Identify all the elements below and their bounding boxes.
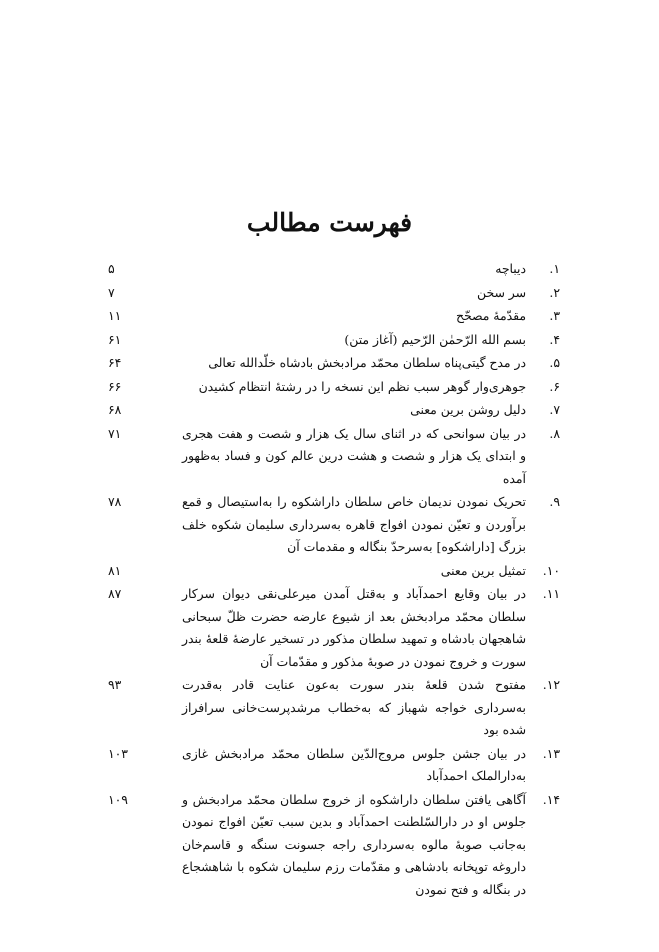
toc-entry-title: دلیل روشن برین معنی	[410, 402, 526, 417]
toc-entry-title: مقدّمهٔ مصحّح	[455, 308, 526, 323]
toc-entry	[108, 376, 560, 399]
toc-entry	[108, 399, 560, 422]
toc-entry-page: ۵	[108, 261, 115, 276]
toc-entry-title: در مدح گیتی‌پناه سلطان محمّد مرادبخش بادشاه خلّدالله تعالی	[208, 355, 526, 370]
toc-entry-page: ۶۱	[108, 331, 122, 347]
toc-entry-number: ۷.	[549, 402, 560, 417]
toc-entry-title: بسم الله الرّحمٰن الرّحیم (آغاز متن)	[344, 331, 526, 347]
toc-entry	[108, 423, 560, 491]
toc-entry-page: ۹۳	[108, 677, 122, 692]
page-title: فهرست مطالب	[246, 208, 413, 237]
toc-entry	[108, 583, 560, 673]
toc-entry-title: در بیان سوانحی که در اثنای سال یک هزار و شصت و هفت هجری و ابتدای یک هزار و شصت و هشت درین عالم کون و فساد به‌ظهور آمده	[182, 425, 526, 486]
toc-entry-title: تمثیل برین معنی	[440, 562, 526, 578]
toc-entry-page: ۷۱	[108, 425, 122, 441]
toc-entry-page: ۶۴	[108, 355, 122, 370]
toc-entry-page: ۸۱	[108, 562, 122, 578]
toc-entry-title: سر سخن	[477, 284, 526, 300]
toc-entry	[108, 305, 560, 328]
toc-entry-title: در بیان وقایع احمدآباد و به‌قتل آمدن میرعلی‌نقی دیوان سرکار سلطان محمّد مرادبخش بعد از شیوع عارضه حضرت ظلّ سبحانی شاهجهان بادشاه و تمهید سلطان مذکور در تسخیر عارضهٔ قلعهٔ بندر سورت و خروج نمودن در صوبهٔ مذکور و مقدّمات آن	[182, 586, 526, 669]
toc-entry-title: جوهری‌وار گوهر سبب نظم این نسخه را در رشتهٔ انتظام کشیدن	[198, 378, 526, 394]
toc-entry-title: مفتوح شدن قلعهٔ بندر سورت به‌عون عنایت قادر به‌قدرت به‌سرداری خواجه شهباز که به‌خطاب مرشدپرست‌خانی سرافراز شده بود	[182, 677, 526, 737]
toc-entry	[108, 560, 560, 583]
toc-entry-number: ۳.	[549, 308, 560, 323]
table-of-contents	[108, 258, 560, 902]
toc-entry-page: ۸۷	[108, 586, 122, 601]
toc-entry-number: ۱۰.	[542, 562, 560, 578]
toc-entry	[108, 329, 560, 352]
toc-entry-number: ۶.	[549, 378, 560, 394]
toc-entry-number: ۱۴.	[542, 791, 560, 807]
toc-entry	[108, 282, 560, 305]
toc-entry-page: ۱۰۹	[108, 791, 128, 807]
toc-entry-number: ۵.	[549, 355, 560, 370]
toc-entry	[108, 743, 560, 788]
toc-entry	[108, 674, 560, 742]
toc-entry-number: ۹.	[549, 494, 560, 509]
toc-entry-title: دیباچه	[495, 261, 526, 276]
toc-entry-number: ۴.	[549, 331, 560, 347]
toc-entry-number: ۱۲.	[542, 677, 560, 692]
toc-entry	[108, 789, 560, 902]
toc-entry-page: ۷۸	[108, 494, 122, 509]
toc-entry-title: تحریک نمودن ندیمان خاص سلطان داراشکوه را به‌استیصال و قمع برآوردن و تعیّن نمودن افواج قاهره به‌سرداری سلیمان شکوه خلف بزرگ [داراشکوه] به‌سرحدّ بنگاله و مقدمات آن	[182, 494, 526, 554]
toc-entry-page: ۱۱	[108, 308, 122, 323]
toc-entry-number: ۸.	[549, 425, 560, 441]
toc-entry-number: ۲.	[549, 284, 560, 300]
toc-entry-number: ۱۳.	[542, 745, 560, 761]
toc-entry-title: در بیان جشن جلوس مروج‌الدّین سلطان محمّد مرادبخش غازی به‌دارالملک احمدآباد	[182, 745, 526, 783]
toc-entry-page: ۶۸	[108, 402, 122, 417]
toc-entry-number: ۱۱.	[542, 586, 560, 601]
toc-entry	[108, 352, 560, 375]
toc-entry	[108, 258, 560, 281]
toc-entry-title: آگاهی یافتن سلطان داراشکوه از خروج سلطان محمّد مرادبخش و جلوس او در دارالسّلطنت احمدآباد و بدین سبب تعیّن افواج نمودن به‌جانب صوبهٔ مالوه به‌سرداری راجه جسونت سنگه و قاسم‌خان داروغه توپخانه بادشاهی و مقدّمات رزم سلیمان شکوه با شاهشجاع در بنگاله و فتح نمودن	[182, 791, 526, 897]
toc-entry-page: ۱۰۳	[108, 745, 128, 761]
toc-entry-page: ۷	[108, 284, 115, 300]
toc-entry	[108, 491, 560, 559]
toc-entry-page: ۶۶	[108, 378, 122, 394]
toc-entry-number: ۱.	[549, 261, 560, 276]
